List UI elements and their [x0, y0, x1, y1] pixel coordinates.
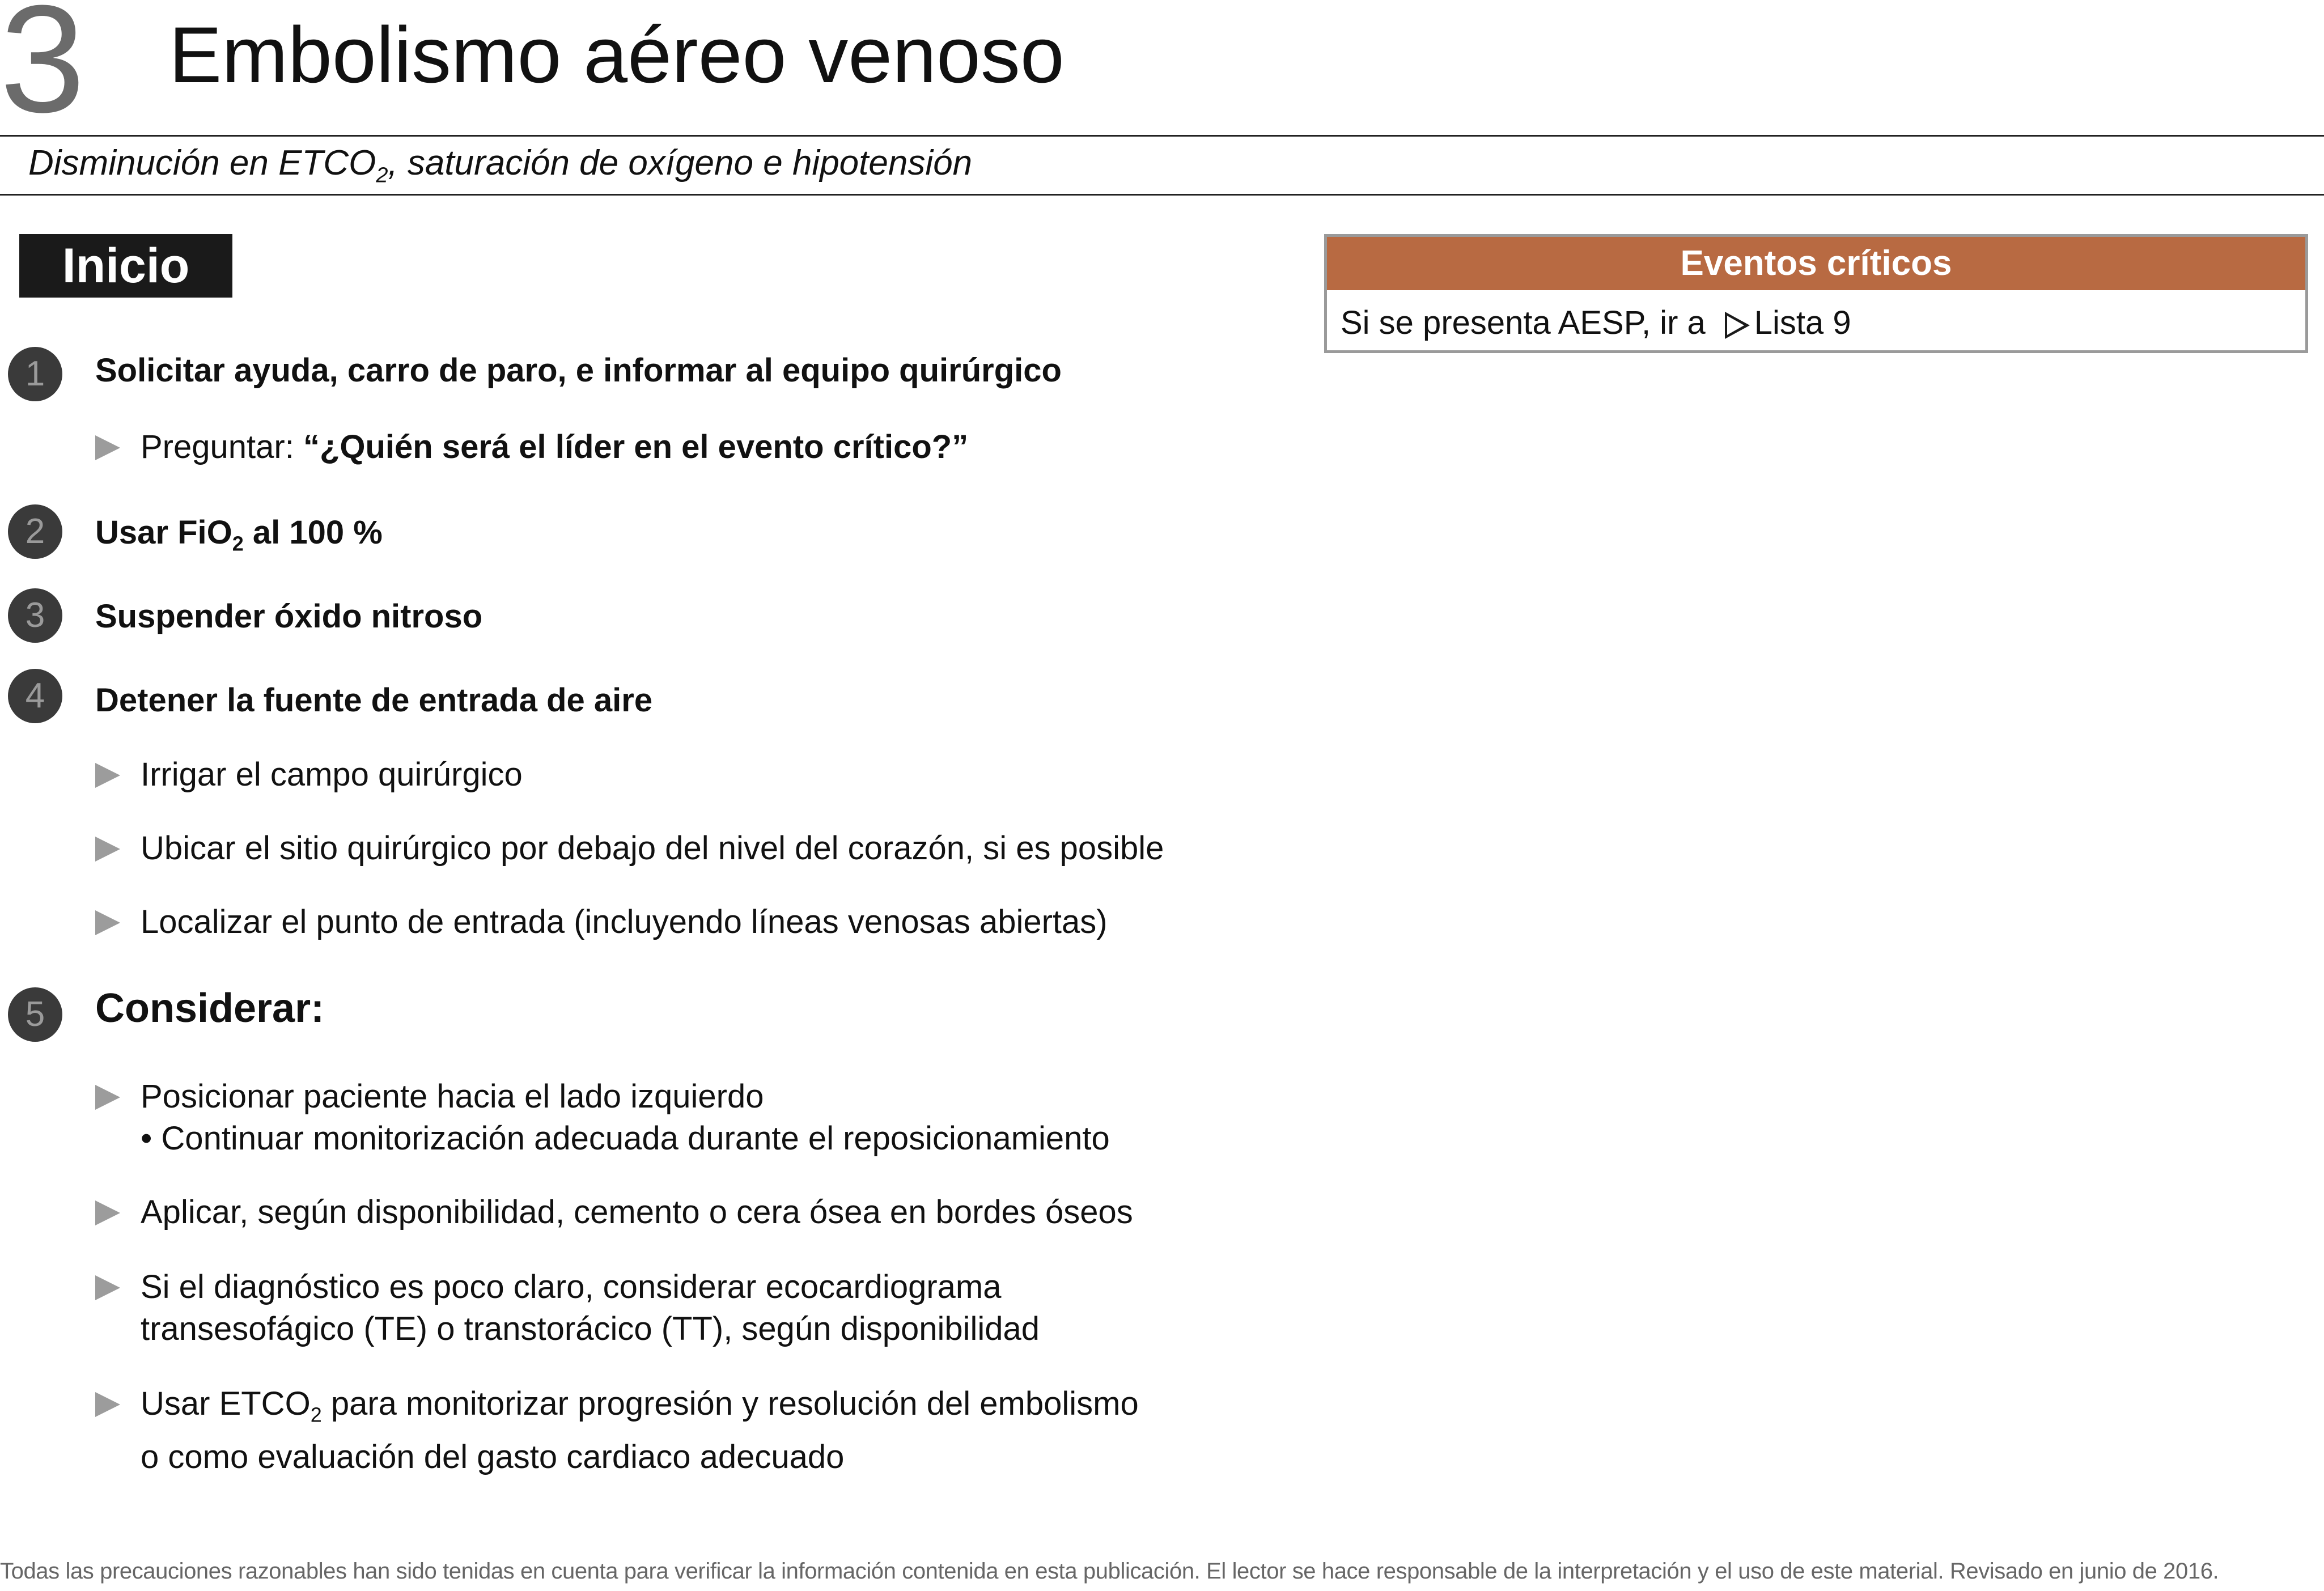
- lista-9-link[interactable]: Lista 9: [1754, 304, 1851, 341]
- step-text-2: Usar FiO$_2$ al 100 %: [95, 514, 383, 555]
- step-number-2: 2: [8, 504, 62, 559]
- triangle-link-icon: [1725, 312, 1750, 339]
- step-text-5: Considerar:: [95, 986, 325, 1031]
- critical-events-header: Eventos críticos: [1327, 237, 2305, 290]
- step-number-5: 5: [8, 987, 62, 1042]
- step-number-1: 1: [8, 347, 62, 401]
- step1-sub-item: Preguntar: “¿Quién será el líder en el evento crítico?”: [141, 428, 969, 465]
- bullet-arrow-icon: [95, 1392, 120, 1417]
- step-text-3: Suspender óxido nitroso: [95, 598, 483, 635]
- footer-disclaimer: Todas las precauciones razonables han sido tenidas en cuenta para verificar la información contenida en esta publicación. El lector se hace responsable de la interpretación y el uso de este material. Revisado en junio de 2016.: [0, 1559, 2219, 1584]
- header-rule-bottom: [0, 194, 2324, 196]
- page-subtitle: Disminución en $ETCO_2$, saturación de oxígeno e hipotensión: [28, 143, 973, 188]
- step4-sub-item: Localizar el punto de entrada (incluyendo líneas venosas abiertas): [141, 903, 1108, 940]
- bullet-arrow-icon: [95, 1275, 120, 1300]
- critical-events-text: [1341, 304, 1851, 342]
- bullet-arrow-icon: [95, 1085, 120, 1110]
- step5-sub-item-c: Si el diagnóstico es poco claro, considerar ecocardiograma transesofágico (TE) o transtorácico (TT), según disponibilidad: [141, 1268, 1040, 1347]
- step-number-3: 3: [8, 588, 62, 643]
- header-rule-top: [0, 135, 2324, 137]
- step5-sub-item-a: Posicionar paciente hacia el lado izquierdo • Continuar monitorización adecuada durante el reposicionamiento: [141, 1078, 1110, 1157]
- section-number: 3: [0, 0, 86, 145]
- bullet-arrow-icon: [95, 910, 120, 935]
- bullet-arrow-icon: [95, 763, 120, 788]
- bullet-arrow-icon: [95, 435, 120, 460]
- step5-sub-item-b: Aplicar, según disponibilidad, cemento o cera ósea en bordes óseos: [141, 1194, 1133, 1231]
- page-title: Embolismo aéreo venoso: [169, 10, 1065, 99]
- critical-events-box: [1324, 234, 2308, 353]
- step-text-1: Solicitar ayuda, carro de paro, e informar al equipo quirúrgico: [95, 352, 1062, 389]
- inicio-label: Inicio: [19, 234, 232, 298]
- step4-sub-item: Irrigar el campo quirúrgico: [141, 756, 523, 793]
- bullet-arrow-icon: [95, 837, 120, 862]
- step5-sub-item-d: Usar $ETCO_2$ para monitorizar progresión y resolución del embolismo o como evaluación del gasto cardiaco adecuado: [141, 1385, 1139, 1475]
- critical-events-condition: Si se presenta AESP, ir a: [1341, 304, 1706, 341]
- bullet-arrow-icon: [95, 1200, 120, 1225]
- step-number-4: 4: [8, 669, 62, 723]
- step4-sub-item: Ubicar el sitio quirúrgico por debajo del nivel del corazón, si es posible: [141, 830, 1164, 867]
- step-text-4: Detener la fuente de entrada de aire: [95, 682, 653, 719]
